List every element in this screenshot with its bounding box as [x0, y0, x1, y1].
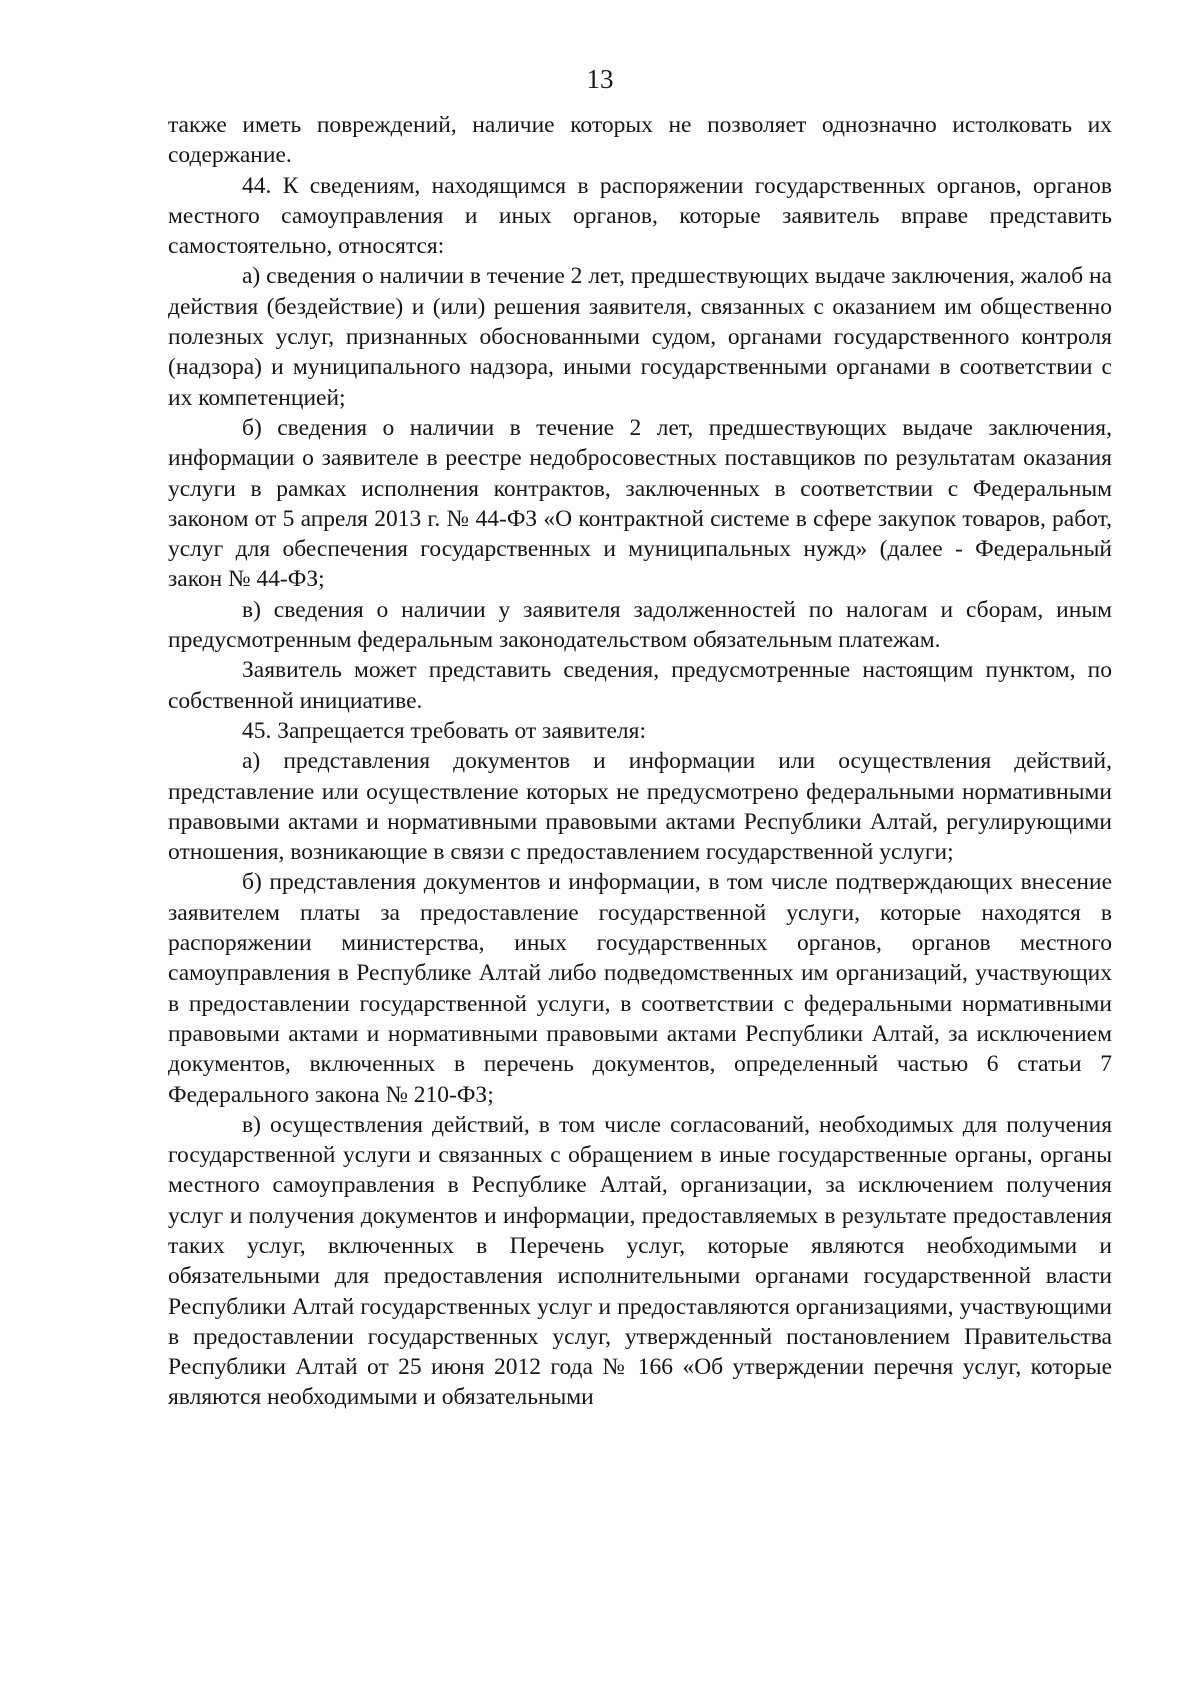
paragraph-44-v: в) сведения о наличии у заявителя задолженностей по налогам и сборам, иным предусмотренным федеральным законодательством обязательным платежам.: [168, 596, 1112, 654]
page-number: 13: [586, 64, 614, 94]
paragraph-continuation: также иметь повреждений, наличие которых не позволяет однозначно истолковать их содержание.: [168, 112, 1112, 169]
paragraph-44-initiative: Заявитель может представить сведения, предусмотренные настоящим пунктом, по собственной инициативе.: [168, 657, 1112, 714]
paragraph-45-v: в) осуществления действий, в том числе согласований, необходимых для получения государственной услуги и связанных с обращением в иные государственные органы, органы местного самоуправления в Республике Алтай, организации, за исключением получения услуг и получения документов и информации, предоставляемых в результате предоставления таких услуг, включенных в Перечень услуг, которые являются необходимыми и обязательными для предоставления исполнительными органами государственной власти Республики Алтай государственных услуг и предоставляются организациями, участвующими в предоставлении государственных услуг, утвержденный постановлением Правительства Республики Алтай от 25 июня 2012 года № 166 «Об утверждении перечня услуг, которые являются необходимыми и обязательными: [168, 1111, 1112, 1411]
paragraph-45-a: а) представления документов и информации или осуществления действий, представление или осуществление которых не предусмотрено федеральными нормативными правовыми актами и нормативными правовыми актами Республики Алтай, регулирующими отношения, возникающие в связи с предоставлением государственной услуги;: [168, 748, 1112, 866]
document-body: [168, 110, 1112, 1413]
paragraph-item-45: 45. Запрещается требовать от заявителя:: [242, 717, 646, 744]
paragraph-45-b: б) представления документов и информации, в том числе подтверждающих внесение заявителем платы за предоставление государственной услуги, которые находятся в распоряжении министерства, иных государственных органов, органов местного самоуправления в Республике Алтай либо подведомственных им организаций, участвующих в предоставлении государственной услуги, в соответствии с федеральными нормативными правовыми актами и нормативными правовыми актами Республики Алтай, за исключением документов, включенных в перечень документов, определенный частью 6 статьи 7 Федерального закона № 210-ФЗ;: [168, 869, 1112, 1108]
paragraph-44-a: а) сведения о наличии в течение 2 лет, предшествующих выдаче заключения, жалоб на действия (бездействие) и (или) решения заявителя, связанных с оказанием им общественно полезных услуг, признанных обоснованными судом, органами государственного контроля (надзора) и муниципального надзора, иными государственными органами в соответствии с их компетенцией;: [168, 263, 1112, 411]
paragraph-44-b: б) сведения о наличии в течение 2 лет, предшествующих выдаче заключения, информации о заявителе в реестре недобросовестных поставщиков по результатам оказания услуги в рамках исполнения контрактов, заключенных в соответствии с Федеральным законом от 5 апреля 2013 г. № 44-ФЗ «О контрактной системе в сфере закупок товаров, работ, услуг для обеспечения государственных и муниципальных нужд» (далее - Федеральный закон № 44-ФЗ;: [168, 414, 1112, 593]
paragraph-item-44: 44. К сведениям, находящимся в распоряжении государственных органов, органов местного самоуправления и иных органов, которые заявитель вправе представить самостоятельно, относятся:: [168, 172, 1112, 260]
